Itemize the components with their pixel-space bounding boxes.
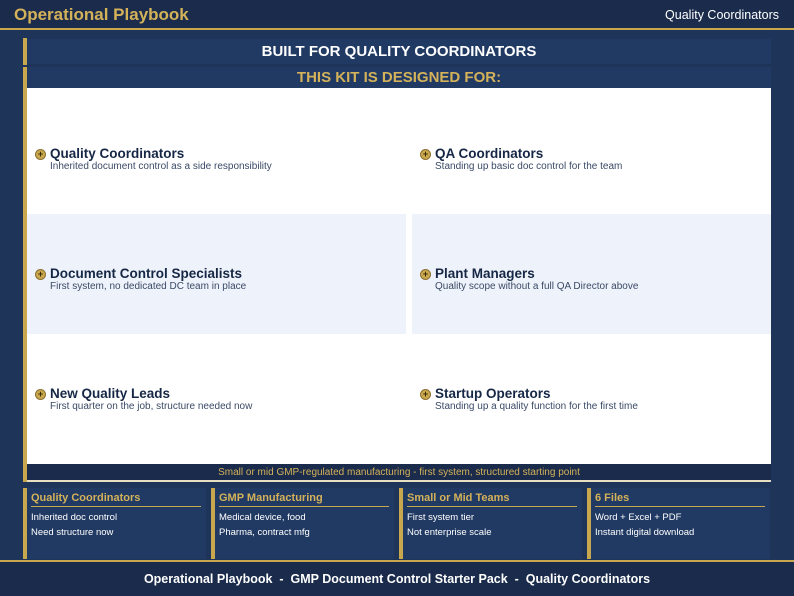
tagline: Small or mid GMP-regulated manufacturing - first system, structured starting point <box>27 464 771 482</box>
plus-bullet-icon: + <box>35 269 46 280</box>
card-line: Medical device, food <box>219 512 306 523</box>
footer-text <box>0 560 794 596</box>
brand-title: Operational Playbook <box>14 5 189 24</box>
role-description: Standing up a quality function for the first time <box>435 401 638 412</box>
role-card <box>27 334 406 454</box>
role-title: Plant Managers <box>435 266 535 281</box>
footer-label: Operational Playbook - GMP Document Control Starter Pack - Quality Coordinators <box>143 572 651 586</box>
card-line: Not enterprise scale <box>407 527 492 538</box>
role-grid <box>27 88 771 464</box>
role-card <box>27 94 406 214</box>
card-line: Instant digital download <box>595 527 695 538</box>
role-description: Inherited document control as a side responsibility <box>50 161 272 172</box>
subheadline: THIS KIT IS DESIGNED FOR: <box>27 67 771 88</box>
plus-bullet-icon: + <box>35 389 46 400</box>
role-card <box>412 334 791 454</box>
role-description: First system, no dedicated DC team in place <box>50 281 247 292</box>
plus-bullet-icon: + <box>420 149 431 160</box>
feature-card <box>399 488 582 559</box>
role-description: Standing up basic doc control for the team <box>435 161 623 172</box>
feature-card <box>23 488 206 559</box>
role-description: Quality scope without a full QA Director above <box>435 281 639 292</box>
top-bar <box>0 0 794 30</box>
headline: BUILT FOR QUALITY COORDINATORS <box>27 39 771 64</box>
plus-bullet-icon: + <box>420 269 431 280</box>
card-title: GMP Manufacturing <box>219 492 389 507</box>
role-title: QA Coordinators <box>435 146 544 161</box>
card-line: Need structure now <box>31 527 114 538</box>
plus-bullet-icon: + <box>35 149 46 160</box>
role-title: New Quality Leads <box>50 386 171 401</box>
role-card <box>412 214 771 334</box>
card-line: First system tier <box>407 512 475 523</box>
card-title: Small or Mid Teams <box>407 492 577 507</box>
card-line: Word + Excel + PDF <box>595 512 682 523</box>
role-title: Startup Operators <box>435 386 551 401</box>
card-title: 6 Files <box>595 492 765 507</box>
role-title: Quality Coordinators <box>50 146 185 161</box>
card-line: Inherited doc control <box>31 512 118 523</box>
role-description: First quarter on the job, structure needed now <box>50 401 253 412</box>
role-card <box>27 214 406 334</box>
role-title: Document Control Specialists <box>50 266 243 281</box>
plus-bullet-icon: + <box>420 389 431 400</box>
audience-label: Quality Coordinators <box>665 8 779 22</box>
feature-card <box>211 488 394 559</box>
feature-card <box>587 488 770 559</box>
card-line: Pharma, contract mfg <box>219 527 310 538</box>
card-title: Quality Coordinators <box>31 492 201 507</box>
role-card <box>412 94 791 214</box>
